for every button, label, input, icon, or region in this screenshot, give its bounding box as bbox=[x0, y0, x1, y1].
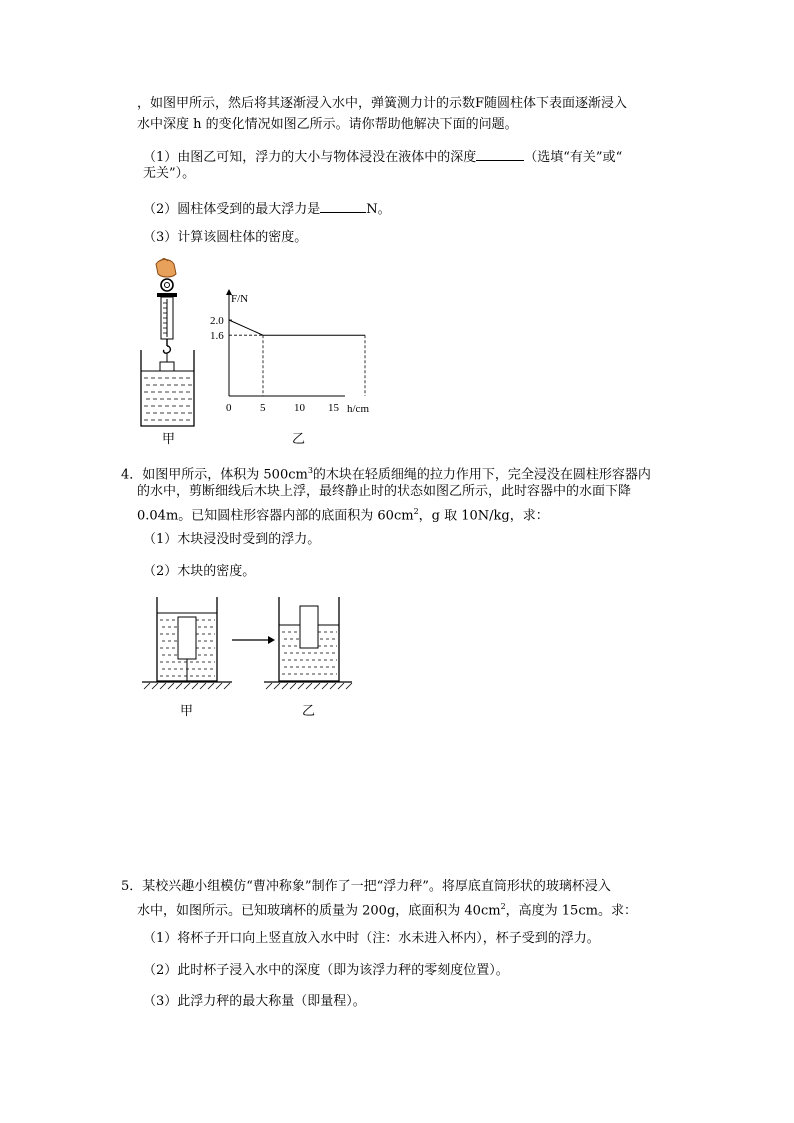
block-container-figure bbox=[140, 593, 360, 693]
q4-sub1: （1）木块浸没时受到的浮力。 bbox=[143, 532, 321, 547]
q3-sub1-text-b: （选填“有关”或“ bbox=[524, 150, 623, 165]
q5-line2-text-a: 水中，如图所示。已知玻璃杯的质量为 200g，底面积为 40cm bbox=[137, 903, 501, 919]
q3-sub3: （3）计算该圆柱体的密度。 bbox=[143, 230, 308, 245]
y-tick-label: 2.0 bbox=[210, 315, 224, 327]
q3-intro-line1: ，如图甲所示，然后将其逐渐浸入水中，弹簧测力计的示数F随圆柱体下表面逐渐浸入 bbox=[137, 96, 628, 111]
force-depth-chart bbox=[205, 288, 385, 428]
q5-line2-text-b: ，高度为 15cm。求： bbox=[505, 903, 637, 919]
q4-line1 bbox=[121, 463, 651, 483]
spring-scale-figure bbox=[132, 258, 212, 430]
q4-line2: 的水中，剪断细线后木块上浮，最终静止时的状态如图乙所示，此时容器中的水面下降 bbox=[137, 484, 632, 499]
q4-superscript: 2 bbox=[413, 507, 419, 516]
x-tick-label: 15 bbox=[328, 402, 339, 414]
q3-sub1 bbox=[143, 147, 622, 166]
q5-superscript: 2 bbox=[500, 902, 506, 911]
q5-line1: 5．某校兴趣小组模仿“曹冲称象”制作了一把“浮力秤”。将厚底直筒形状的玻璃杯浸入 bbox=[121, 879, 611, 894]
y-axis-label: F/N bbox=[231, 293, 249, 305]
series-line bbox=[229, 320, 365, 335]
q3-sub2-text-b: N。 bbox=[366, 202, 391, 217]
q3-sub1-cont: 无关”）。 bbox=[143, 166, 196, 181]
q3-sub1-text-a: （1）由图乙可知，浮力的大小与物体浸没在液体中的深度 bbox=[143, 150, 477, 165]
x-axis-label: h/cm bbox=[347, 403, 369, 415]
q4-line3-text-b: ，g 取 10N/kg，求： bbox=[418, 508, 549, 524]
q4-line1-text-a: 4．如图甲所示，体积为 500cm bbox=[121, 467, 308, 483]
q5-sub1: （1）将杯子开口向上竖直放入水中时（注：水未进入杯内），杯子受到的浮力。 bbox=[143, 931, 600, 946]
x-tick-label: 5 bbox=[260, 402, 266, 414]
q4-superscript: 3 bbox=[307, 466, 313, 475]
q4-sub2: （2）木块的密度。 bbox=[143, 564, 256, 579]
q3-sub2 bbox=[143, 199, 391, 218]
figure-caption-yi: 乙 bbox=[292, 432, 306, 447]
q5-sub2: （2）此时杯子浸入水中的深度（即为该浮力秤的零刻度位置）。 bbox=[143, 963, 509, 978]
y-tick-label: 1.6 bbox=[210, 330, 224, 343]
figure-caption-jia: 甲 bbox=[162, 432, 176, 447]
q5-sub3: （3）此浮力秤的最大称量（即量程）。 bbox=[143, 994, 366, 1009]
q4-line3 bbox=[137, 504, 549, 524]
q3-sub2-text-a: （2）圆柱体受到的最大浮力是 bbox=[143, 202, 321, 217]
answer-blank[interactable] bbox=[476, 147, 524, 161]
q3-intro-line2: 水中深度 h 的变化情况如图乙所示。请你帮助他解决下面的问题。 bbox=[137, 117, 518, 132]
figure-caption-jia: 甲 bbox=[180, 704, 194, 719]
figure-caption-yi: 乙 bbox=[302, 704, 316, 719]
x-tick-label: 0 bbox=[226, 402, 232, 414]
answer-blank[interactable] bbox=[320, 199, 366, 213]
q4-line1-text-b: 的木块在轻质细绳的拉力作用下，完全浸没在圆柱形容器内 bbox=[312, 467, 651, 483]
q4-line3-text-a: 0.04m。已知圆柱形容器内部的底面积为 60cm bbox=[137, 508, 414, 524]
x-tick-label: 10 bbox=[294, 402, 305, 414]
q5-line2 bbox=[137, 899, 637, 919]
